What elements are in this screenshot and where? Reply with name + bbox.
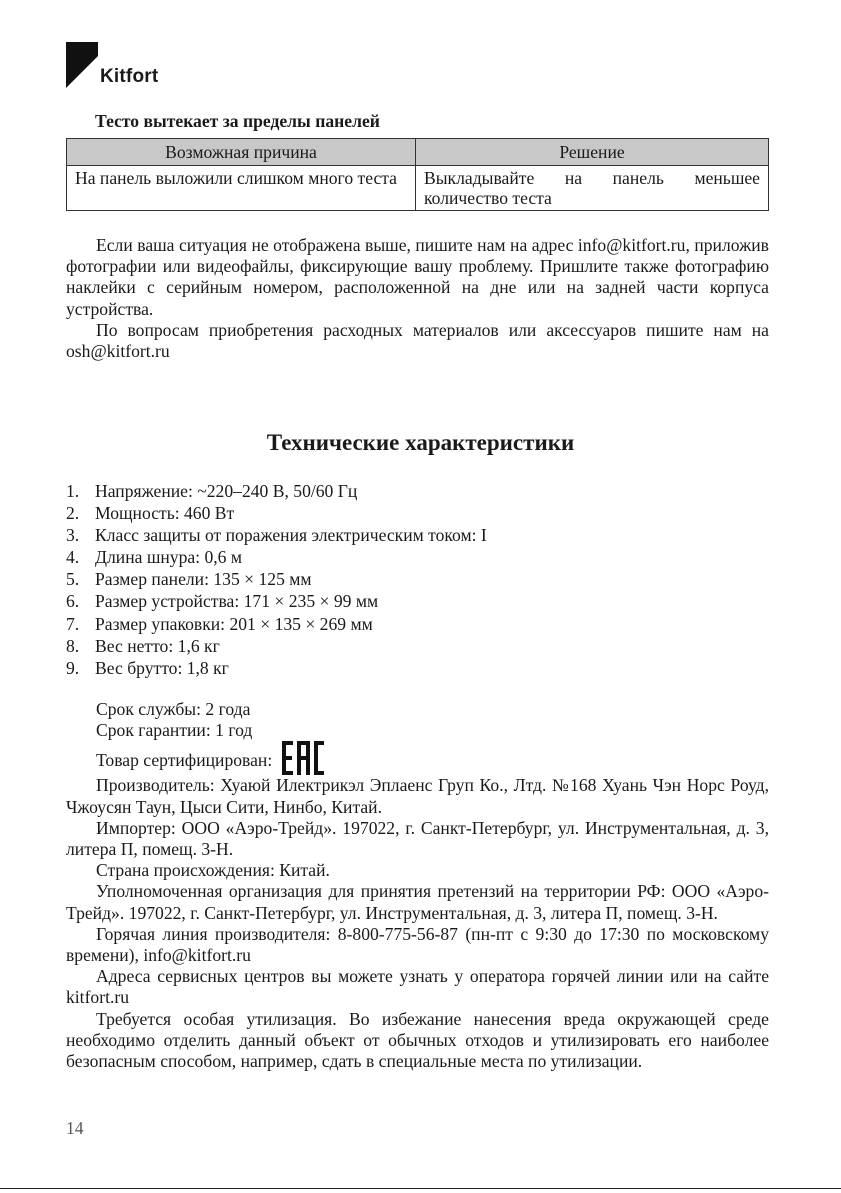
list-item [66, 546, 487, 568]
item-number: 4. [66, 547, 80, 568]
item-text: Размер панели: 135 × 125 мм [95, 569, 312, 590]
item-text: Размер упаковки: 201 × 135 × 269 мм [95, 613, 373, 634]
list-item [66, 590, 487, 612]
list-item [66, 502, 487, 524]
item-text: Размер устройства: 171 × 235 × 99 мм [95, 591, 379, 612]
item-number: 1. [66, 481, 80, 501]
column-header-solution: Решение [416, 139, 769, 166]
certified-label: Товар сертифицирован: [96, 750, 273, 771]
importer: Импортер: ООО «Аэро-Трейд». 197022, г. Санкт-Петербург, ул. Инструментальная, д. 3, литера П, помещ. 3-Н. [66, 817, 769, 860]
intro-paragraph: Если ваша ситуация не отображена выше, пишите нам на адрес info@kitfort.ru, приложив фотографии или видеофайлы, фиксирующие вашу проблему. Пришлите также фотографию наклейки с серийным номером, расположенной на дне или на задней части корпуса устройства. [66, 235, 769, 319]
specs-title: Технические характеристики [266, 430, 575, 455]
page-bottom-rule [0, 1188, 841, 1189]
item-number: 5. [66, 569, 80, 590]
country-of-origin: Страна происхождения: Китай. [96, 860, 330, 881]
item-text: Класс защиты от поражения электрическим током: I [95, 525, 487, 546]
cell-solution: Выкладывайте на панель меньшее количество теста [416, 166, 769, 211]
kitfort-logo-icon [66, 42, 98, 88]
item-number: 6. [66, 591, 80, 612]
service-centers: Адреса сервисных центров вы можете узнать у оператора горячей линии или на сайте kitfort.ru [66, 966, 769, 1008]
info-section [66, 699, 769, 1072]
manufacturer: Производитель: Хуаюй Илектрикэл Эплаенс Груп Ко., Лтд. №168 Хуань Чэн Норс Роуд, Чжоусян Таун, Цыси Сити, Нинбо, Китай. [66, 775, 769, 817]
accessories-paragraph: По вопросам приобретения расходных материалов или аксессуаров пишите нам на osh@kitfort.ru [66, 319, 769, 362]
item-number: 7. [66, 613, 80, 634]
list-item [66, 524, 487, 546]
item-text: Мощность: 460 Вт [95, 503, 235, 524]
cell-cause: На панель выложили слишком много теста [67, 166, 416, 211]
list-item [66, 657, 487, 679]
authorized-organization: Уполномоченная организация для принятия претензий на территории РФ: ООО «Аэро-Трейд». 197022, г. Санкт-Петербург, ул. Инструментальная, д. 3, литера П, помещ. 3-Н. [66, 881, 769, 923]
trouble-heading: Тесто вытекает за пределы панелей [95, 111, 380, 131]
warranty: Срок гарантии: 1 год [96, 720, 253, 741]
column-header-cause: Возможная причина [67, 139, 416, 166]
brand-name: Kitfort [100, 66, 159, 87]
hotline: Горячая линия производителя: 8-800-775-56-87 (пн-пт с 9:30 до 17:30 по московскому времени), info@kitfort.ru [66, 923, 769, 966]
service-life: Срок службы: 2 года [96, 699, 251, 719]
item-text: Длина шнура: 0,6 м [95, 547, 242, 568]
list-item [66, 613, 487, 635]
table-row [67, 166, 769, 211]
list-item [66, 635, 487, 657]
item-text: Вес брутто: 1,8 кг [95, 657, 229, 678]
eac-mark-icon [282, 741, 324, 775]
list-item [66, 568, 487, 590]
list-item [66, 480, 487, 502]
page-number: 14 [66, 1118, 84, 1138]
item-number: 9. [66, 657, 80, 678]
item-number: 3. [66, 525, 80, 546]
item-text: Вес нетто: 1,6 кг [95, 635, 220, 656]
certification-line [66, 741, 769, 775]
item-number: 2. [66, 503, 80, 524]
disposal-notice: Требуется особая утилизация. Во избежание нанесения вреда окружающей среде необходимо отделить данный объект от обычных отходов и утилизировать его наиболее безопасным способом, например, сдать в специальные места по утилизации. [66, 1008, 769, 1072]
intro-section [66, 235, 769, 362]
item-number: 8. [66, 635, 80, 656]
item-text: Напряжение: ~220–240 В, 50/60 Гц [95, 481, 358, 501]
specs-list [66, 480, 487, 679]
trouble-table [66, 138, 769, 211]
brand-logo [66, 42, 158, 88]
